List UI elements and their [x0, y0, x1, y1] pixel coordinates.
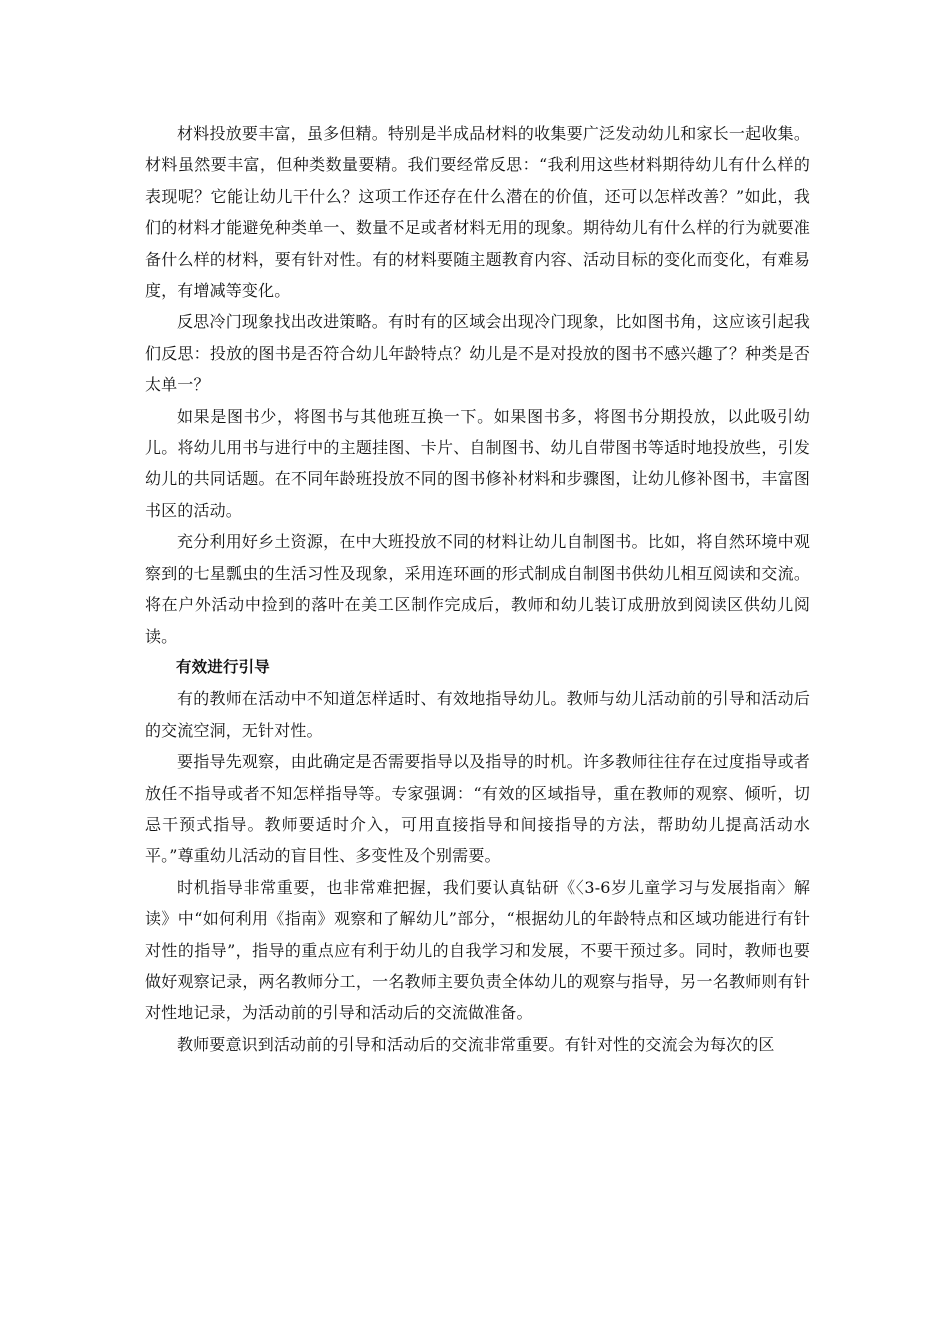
paragraph-timing: 时机指导非常重要，也非常难把握，我们要认真钻研《〈3-6岁儿童学习与发展指南〉解读》中“如何利用《指南》观察和了解幼儿”部分，“根据幼儿的年龄特点和区域功能进行有针对性的指导”，指导的重点应有利于幼儿的自我学习和发展，不要干预过多。同时，教师也要做好观察记录，两名教师分工，一名教师主要负责全体幼儿的观察与指导，另一名教师则有针对性地记录，为活动前的引导和活动后的交流做准备。	[145, 877, 810, 1023]
paragraph-materials: 材料投放要丰富，虽多但精。特别是半成品材料的收集要广泛发动幼儿和家长一起收集。材料虽然要丰富，但种类数量要精。我们要经常反思：“我利用这些材料期待幼儿有什么样的表现呢？它能让幼儿干什么？这项工作还存在什么潜在的价值，还可以怎样改善？”如此，我们的材料才能避免种类单一、数量不足或者材料无用的现象。期待幼儿有什么样的行为就要准备什么样的材料，要有针对性。有的材料要随主题教育内容、活动目标的变化而变化，有难易度，有增减等变化。	[145, 124, 810, 301]
paragraph-cold-spots: 反思冷门现象找出改进策略。有时有的区域会出现冷门现象，比如图书角，这应该引起我们反思：投放的图书是否符合幼儿年龄特点？幼儿是不是对投放的图书不感兴趣了？种类是否太单一？	[145, 312, 810, 395]
document-body	[145, 118, 810, 1060]
paragraph-observe-first: 要指导先观察，由此确定是否需要指导以及指导的时机。许多教师往往存在过度指导或者放任不指导或者不知怎样指导等。专家强调：“有效的区域指导，重在教师的观察、倾听，切忌干预式指导。教师要适时介入，可用直接指导和间接指导的方法，帮助幼儿提高活动水平。”尊重幼儿活动的盲目性、多变性及个别需要。	[145, 752, 810, 866]
section-heading: 有效进行引导	[176, 657, 270, 676]
paragraph-guidance-problem: 有的教师在活动中不知道怎样适时、有效地指导幼儿。教师与幼儿活动前的引导和活动后的交流空洞，无针对性。	[145, 689, 810, 740]
paragraph-before-after: 教师要意识到活动前的引导和活动后的交流非常重要。有针对性的交流会为每次的区	[177, 1034, 775, 1054]
paragraph-book-exchange: 如果是图书少，将图书与其他班互换一下。如果图书多，将图书分期投放，以此吸引幼儿。将幼儿用书与进行中的主题挂图、卡片、自制图书、幼儿自带图书等适时地投放些，引发幼儿的共同话题。在不同年龄班投放不同的图书修补材料和步骤图，让幼儿修补图书，丰富图书区的活动。	[145, 406, 810, 520]
paragraph-local-resources: 充分利用好乡土资源，在中大班投放不同的材料让幼儿自制图书。比如，将自然环境中观察到的七星瓢虫的生活习性及现象，采用连环画的形式制成自制图书供幼儿相互阅读和交流。将在户外活动中捡到的落叶在美工区制作完成后，教师和幼儿装订成册放到阅读区供幼儿阅读。	[145, 532, 810, 646]
